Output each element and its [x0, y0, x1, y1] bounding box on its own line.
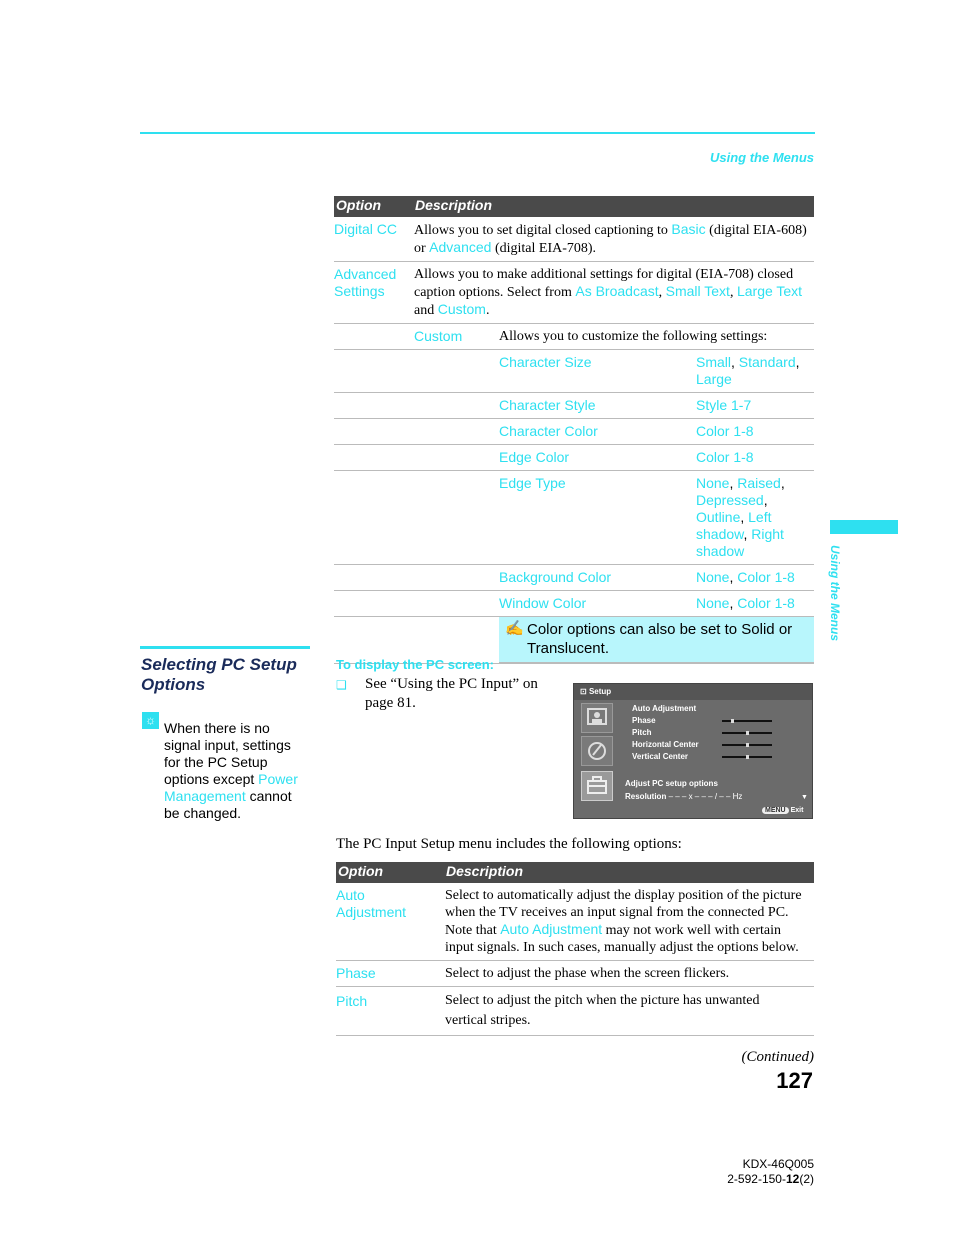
col-option: Option	[338, 863, 384, 879]
menu-item-auto-adjustment[interactable]: Auto Adjustment	[632, 704, 697, 713]
pc-setup-screen	[573, 683, 813, 819]
setting-character-size[interactable]: Character Size	[499, 354, 592, 370]
horizontal-center-slider[interactable]	[722, 744, 772, 746]
sound-menu-icon[interactable]	[581, 736, 613, 766]
note-box	[499, 617, 814, 663]
vertical-center-slider[interactable]	[722, 756, 772, 758]
table-row-pitch	[336, 987, 814, 1036]
exit-hint[interactable]: MENU Exit	[762, 807, 803, 814]
power-management-link[interactable]: Power Management	[164, 771, 298, 804]
top-rule	[140, 132, 815, 134]
col-option: Option	[336, 197, 382, 213]
setting-values: None, Raised, Depressed, Outline, Left shadow, Right shadow	[696, 475, 785, 559]
advanced-link[interactable]: Advanced	[429, 239, 492, 255]
menu-key-badge: MENU	[762, 807, 789, 814]
setting-values: Small, Standard, Large	[696, 354, 800, 387]
slider-thumb	[746, 755, 749, 759]
pc-setup-options-table	[336, 862, 814, 1036]
setup-icon: ⊡	[580, 687, 589, 696]
setting-row-window-color	[334, 591, 814, 617]
table-row-digital-cc	[334, 217, 814, 262]
intro-text: The PC Input Setup menu includes the following options:	[336, 836, 682, 852]
option-advanced-settings[interactable]: Advanced Settings	[334, 266, 397, 299]
basic-link[interactable]: Basic	[671, 221, 706, 237]
slider-thumb	[746, 743, 749, 747]
setting-row-background-color	[334, 565, 814, 591]
col-description: Description	[415, 197, 493, 213]
model-info	[727, 1157, 814, 1187]
menu-item-phase[interactable]: Phase	[632, 716, 656, 725]
table-row-phase	[336, 961, 814, 987]
menu-item-horizontal-center[interactable]: Horizontal Center	[632, 740, 699, 749]
option-digital-cc[interactable]: Digital CC	[334, 221, 398, 237]
model-number: KDX-46Q005	[742, 1157, 814, 1171]
scroll-down-icon[interactable]: ▼	[801, 794, 808, 801]
custom-description: Allows you to customize the following settings:	[499, 329, 768, 344]
pencil-note-icon: ✍	[505, 620, 524, 637]
table-row-auto-adjustment	[336, 883, 814, 961]
small-text-link[interactable]: Small Text	[665, 283, 730, 299]
screen-title: Setup	[588, 687, 612, 696]
section-heading: Selecting PC Setup Options	[141, 655, 297, 694]
row-description: Select to automatically adjust the display position of the picture when the TV receives an input signal from the connected PC. Note that Auto Adjustment may not work well with certain input signals. In such cases, manually adjust the options below.	[445, 888, 802, 955]
custom-link[interactable]: Custom	[437, 301, 486, 317]
picture-menu-icon[interactable]	[581, 703, 613, 733]
section-header: Using the Menus	[709, 150, 814, 165]
procedure-heading: To display the PC screen:	[336, 657, 494, 672]
table-header	[336, 862, 814, 883]
col-description: Description	[446, 863, 524, 879]
phase-slider[interactable]	[722, 720, 772, 722]
tip-text: When there is no signal input, settings for the PC Setup options except Power Management cannot be changed.	[164, 720, 298, 821]
setting-window-color[interactable]: Window Color	[499, 595, 587, 611]
table-row-advanced-settings	[334, 262, 814, 664]
checkbox-bullet-icon: ❑	[336, 678, 347, 692]
setting-character-style[interactable]: Character Style	[499, 397, 596, 413]
setting-row-character-color	[334, 419, 814, 445]
slider-thumb	[746, 731, 749, 735]
setting-values: Color 1-8	[696, 423, 754, 439]
setting-values: None, Color 1-8	[696, 595, 795, 611]
setting-background-color[interactable]: Background Color	[499, 569, 612, 585]
page-number: 127	[776, 1068, 813, 1093]
resolution-readout: Resolution – – – x – – – / – – Hz	[625, 792, 743, 801]
row-description: Select to adjust the pitch when the picture has unwanted vertical stripes.	[445, 993, 760, 1028]
continued-label: (Continued)	[741, 1049, 814, 1065]
part-number: 2-592-150-12(2)	[727, 1172, 814, 1186]
setting-row-character-style	[334, 393, 814, 419]
procedure-step: See “Using the PC Input” on page 81.	[365, 676, 538, 711]
section-rule	[140, 646, 310, 649]
custom-row	[334, 323, 814, 350]
row-description: Allows you to set digital closed captioning to Basic (digital EIA-608) or Advanced (digital EIA-708).	[414, 221, 807, 256]
hint-text: Adjust PC setup options	[625, 779, 718, 788]
note-text: Color options can also be set to Solid or Translucent.	[527, 621, 793, 657]
lightbulb-tip-icon: ☼	[142, 712, 159, 729]
as-broadcast-link[interactable]: As Broadcast	[575, 283, 659, 299]
side-tab-bar	[830, 520, 898, 534]
setting-values: Style 1-7	[696, 397, 752, 413]
setting-row-edge-color	[334, 445, 814, 471]
table-header	[334, 196, 814, 217]
menu-item-vertical-center[interactable]: Vertical Center	[632, 752, 689, 761]
large-text-link[interactable]: Large Text	[736, 283, 803, 299]
auto-adjustment-link[interactable]: Auto Adjustment	[500, 921, 603, 937]
row-description: Allows you to make additional settings for digital (EIA-708) closed caption options. Select from As Broadcast, Small Text, Large Text and Custom.	[414, 267, 803, 318]
setting-row-edge-type	[334, 471, 814, 565]
option-auto-adjustment[interactable]: Auto Adjustment	[336, 887, 407, 920]
screen-title-bar	[574, 684, 812, 700]
pitch-slider[interactable]	[722, 732, 772, 734]
option-pitch[interactable]: Pitch	[336, 993, 368, 1009]
setup-menu-icon[interactable]	[581, 771, 613, 801]
setting-values: None, Color 1-8	[696, 569, 795, 585]
row-description: Select to adjust the phase when the screen flickers.	[445, 966, 730, 981]
setting-row-character-size	[334, 350, 814, 393]
setting-values: Color 1-8	[696, 449, 754, 465]
custom-label[interactable]: Custom	[414, 328, 463, 344]
slider-thumb	[731, 719, 734, 723]
setting-edge-color[interactable]: Edge Color	[499, 449, 570, 465]
option-phase[interactable]: Phase	[336, 965, 376, 981]
menu-item-pitch[interactable]: Pitch	[632, 728, 652, 737]
setting-edge-type[interactable]: Edge Type	[499, 475, 566, 491]
caption-options-table	[334, 196, 814, 664]
side-tab-label: Using the Menus	[828, 545, 842, 642]
setting-character-color[interactable]: Character Color	[499, 423, 598, 439]
